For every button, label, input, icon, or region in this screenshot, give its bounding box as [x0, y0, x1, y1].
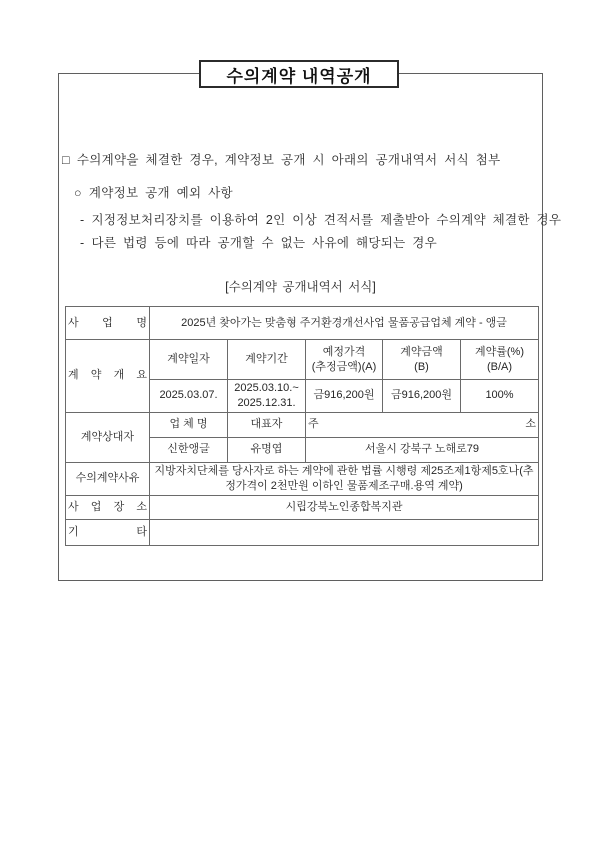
table-row — [66, 519, 539, 545]
note-line-attachment — [62, 150, 500, 168]
business-name-value: 2025년 찾아가는 맞춤형 주거환경개선사업 물품공급업체 계약 - 앵글 — [150, 307, 539, 340]
etc-value — [150, 519, 539, 545]
overview-label: 계 약 개 요 — [66, 340, 150, 413]
company-name-value: 신한앵글 — [150, 437, 228, 462]
contract-disclosure-table — [65, 306, 539, 546]
table-row — [66, 495, 539, 519]
square-bullet-icon: □ — [62, 153, 70, 167]
contract-amount-value: 금916,200원 — [383, 380, 461, 413]
contract-amount-header — [383, 340, 461, 380]
contract-date-value: 2025.03.07. — [150, 380, 228, 413]
contract-rate-header-line1: 계약률(%) — [475, 345, 525, 358]
document-title: 수의계약 내역공개 — [226, 66, 372, 86]
location-label: 사 업 장 소 — [66, 495, 150, 519]
contract-date-header: 계약일자 — [150, 340, 228, 380]
etc-label: 기 타 — [66, 519, 150, 545]
note-text-exceptions: 계약정보 공개 예외 사항 — [88, 186, 233, 200]
document-title-box — [199, 60, 399, 88]
company-name-header: 업 체 명 — [150, 412, 228, 437]
reason-value: 지방자치단체를 당사자로 하는 계약에 관한 법률 시행령 제25조제1항제5호나(추정가격이 2천만원 이하인 물품제조구매.용역 계약) — [150, 462, 539, 495]
reason-label: 수의계약사유 — [66, 462, 150, 495]
note-text-attachment: 수의계약을 체결한 경우, 계약정보 공개 시 아래의 공개내역서 서식 첨부 — [76, 153, 501, 167]
ceo-header: 대표자 — [228, 412, 306, 437]
contract-rate-value: 100% — [461, 380, 539, 413]
table-row — [66, 462, 539, 495]
contract-amount-header-line1: 계약금액 — [400, 345, 443, 358]
estimated-price-value: 금916,200원 — [306, 380, 383, 413]
table-row — [66, 412, 539, 437]
contract-amount-header-line2: (B) — [414, 360, 429, 373]
dash-bullet-icon: - — [80, 213, 85, 227]
estimated-price-header — [306, 340, 383, 380]
table-row — [66, 307, 539, 340]
note-line-exception-1 — [80, 210, 561, 228]
location-value: 시립강북노인종합복지관 — [150, 495, 539, 519]
contract-period-value-line1: 2025.03.10.~ — [234, 382, 299, 394]
note-text-exception-2: 다른 법령 등에 따라 공개할 수 없는 사유에 해당되는 경우 — [91, 236, 438, 250]
table-row — [66, 340, 539, 380]
dash-bullet-icon: - — [80, 236, 85, 250]
contract-period-value-line2: 2025.12.31. — [237, 396, 296, 409]
note-line-exception-2 — [80, 233, 437, 251]
circle-bullet-icon: ○ — [74, 186, 82, 200]
contract-rate-header — [461, 340, 539, 380]
contract-period-value — [228, 380, 306, 413]
contract-rate-header-line2: (B/A) — [486, 360, 513, 373]
address-value: 서울시 강북구 노해로79 — [306, 437, 539, 462]
note-line-exceptions — [74, 183, 233, 201]
estimated-price-header-line2: (추정금액)(A) — [311, 360, 377, 373]
ceo-value: 유명엽 — [228, 437, 306, 462]
estimated-price-header-line1: 예정가격 — [322, 345, 366, 358]
form-section-title: [수의계약 공개내역서 서식] — [225, 280, 376, 294]
note-text-exception-1: 지정정보처리장치를 이용하여 2인 이상 견적서를 제출받아 수의계약 체결한 경우 — [91, 213, 562, 227]
business-name-label: 사 업 명 — [66, 307, 150, 340]
contract-period-header: 계약기간 — [228, 340, 306, 380]
address-header: 주 소 — [306, 412, 539, 437]
contractor-label: 계약상대자 — [66, 412, 150, 462]
